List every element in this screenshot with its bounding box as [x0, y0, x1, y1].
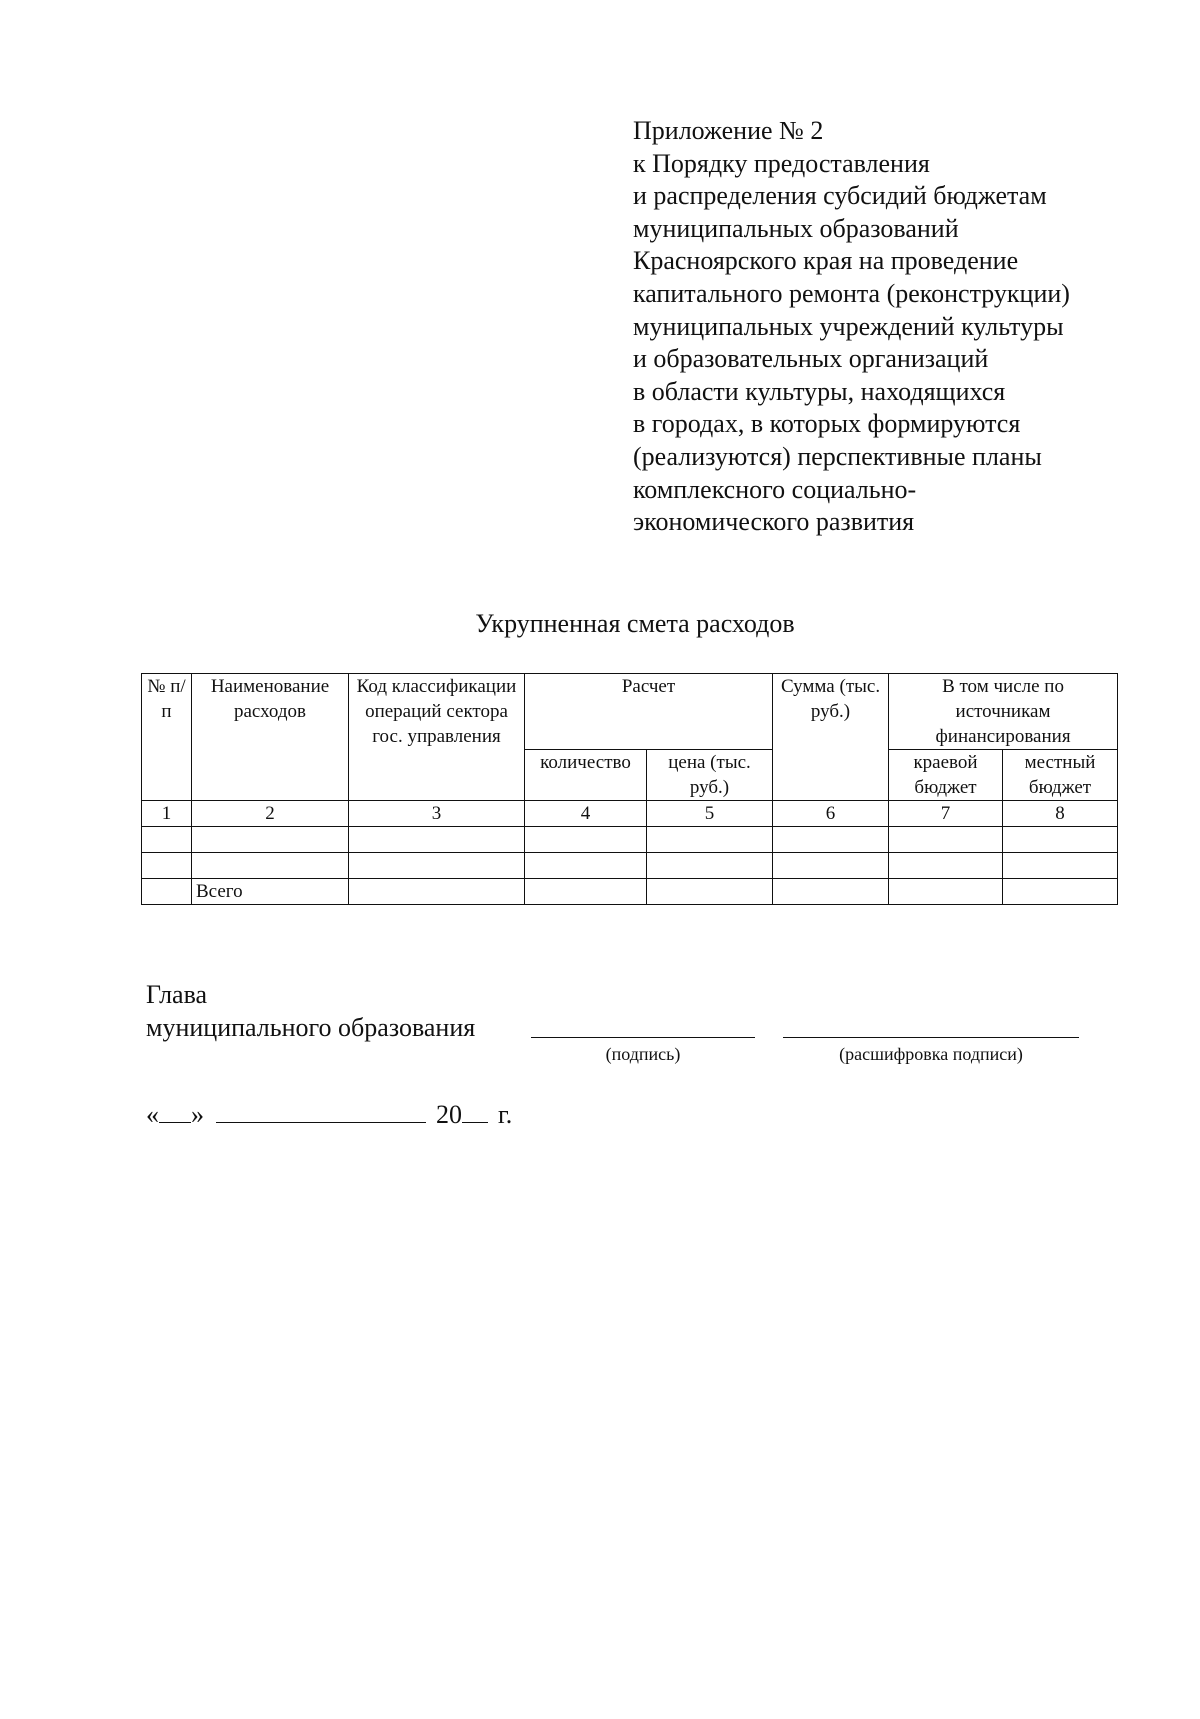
- header-cell-local: местный бюджет: [1003, 750, 1118, 801]
- table-total-row: [142, 879, 1118, 905]
- table-cell[interactable]: [349, 879, 525, 905]
- column-number: 6: [773, 801, 889, 827]
- table-cell[interactable]: [773, 827, 889, 853]
- header-cell-regional: краевой бюджет: [889, 750, 1003, 801]
- table-row: [142, 853, 1118, 879]
- appendix-line: капитального ремонта (реконструкции): [633, 278, 1070, 308]
- header-cell-code: Код классификации операций сектора гос. управления: [349, 674, 525, 801]
- header-cell-calc: Расчет: [525, 674, 773, 750]
- column-number-row: [142, 801, 1118, 827]
- appendix-header: [633, 115, 1153, 539]
- signatory-role-line2: муниципального образования: [146, 1013, 476, 1042]
- table-row: [142, 827, 1118, 853]
- header-cell-sum: Сумма (тыс. руб.): [773, 674, 889, 801]
- header-cell-no: № п/п: [142, 674, 192, 801]
- table-cell[interactable]: [889, 827, 1003, 853]
- table-cell[interactable]: [773, 853, 889, 879]
- column-number: 5: [647, 801, 773, 827]
- table-cell[interactable]: [349, 827, 525, 853]
- appendix-line: экономического развития: [633, 507, 915, 537]
- total-label: Всего: [192, 879, 349, 905]
- table-cell[interactable]: [525, 879, 647, 905]
- table-cell[interactable]: [142, 879, 192, 905]
- header-cell-price: цена (тыс. руб.): [647, 750, 773, 801]
- table-cell[interactable]: [1003, 879, 1118, 905]
- appendix-line: в городах, в которых формируются: [633, 409, 1021, 439]
- table-cell[interactable]: [349, 853, 525, 879]
- signatory-role-line1: Глава: [146, 980, 208, 1009]
- column-number: 3: [349, 801, 525, 827]
- appendix-line: Красноярского края на проведение: [633, 246, 1019, 276]
- date-year-prefix: 20: [436, 1100, 462, 1129]
- appendix-line: к Порядку предоставления: [633, 148, 930, 178]
- signature-field[interactable]: [531, 1037, 755, 1038]
- table-cell[interactable]: [647, 853, 773, 879]
- date-month-field[interactable]: [216, 1100, 426, 1123]
- document-title: Укрупненная смета расходов: [475, 609, 795, 638]
- signature-decoding-field[interactable]: [783, 1037, 1079, 1038]
- appendix-line: (реализуются) перспективные планы: [633, 441, 1042, 471]
- signature-block: [146, 978, 475, 1044]
- table-cell[interactable]: [525, 827, 647, 853]
- appendix-line: муниципальных образований: [633, 213, 959, 243]
- column-number: 7: [889, 801, 1003, 827]
- table-cell[interactable]: [1003, 827, 1118, 853]
- header-cell-including: В том числе по источникам финансирования: [889, 674, 1118, 750]
- appendix-line: в области культуры, находящихся: [633, 376, 1006, 406]
- appendix-line: комплексного социально-: [633, 474, 917, 504]
- signature-caption: (подпись): [605, 1044, 681, 1064]
- estimate-table: [141, 673, 1118, 905]
- table-cell[interactable]: [525, 853, 647, 879]
- table-cell[interactable]: [889, 853, 1003, 879]
- header-cell-qty: количество: [525, 750, 647, 801]
- column-number: 4: [525, 801, 647, 827]
- appendix-line: и образовательных организаций: [633, 344, 989, 374]
- appendix-line: Приложение № 2: [633, 116, 824, 145]
- date-open-quote: «: [146, 1100, 159, 1129]
- column-number: 8: [1003, 801, 1118, 827]
- appendix-line: муниципальных учреждений культуры: [633, 311, 1064, 341]
- table-cell[interactable]: [1003, 853, 1118, 879]
- table-cell[interactable]: [647, 827, 773, 853]
- appendix-line: и распределения субсидий бюджетам: [633, 181, 1047, 211]
- table-cell[interactable]: [773, 879, 889, 905]
- date-line: [146, 1100, 512, 1130]
- column-number: 1: [142, 801, 192, 827]
- header-cell-name: Наименование расходов: [192, 674, 349, 801]
- table-cell[interactable]: [889, 879, 1003, 905]
- date-year-field[interactable]: [462, 1100, 488, 1123]
- date-year-suffix: г.: [498, 1100, 513, 1129]
- table-header-row: [142, 674, 1118, 750]
- table-cell[interactable]: [192, 853, 349, 879]
- date-day-field[interactable]: [159, 1100, 191, 1123]
- table-cell[interactable]: [192, 827, 349, 853]
- table-cell[interactable]: [647, 879, 773, 905]
- table-cell[interactable]: [142, 853, 192, 879]
- table-cell[interactable]: [142, 827, 192, 853]
- date-close-quote: »: [191, 1100, 204, 1129]
- signature-decoding-caption: (расшифровка подписи): [839, 1044, 1023, 1064]
- column-number: 2: [192, 801, 349, 827]
